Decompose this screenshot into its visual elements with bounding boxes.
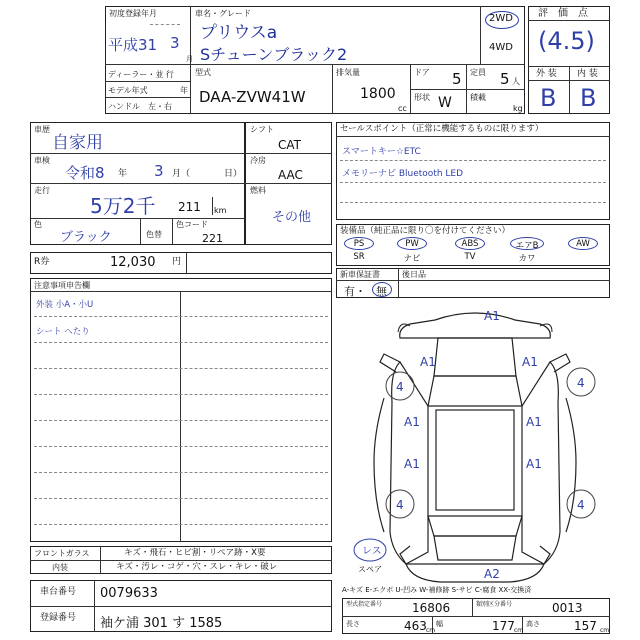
width-label: 幅: [436, 620, 443, 628]
mileage-unit: km: [214, 206, 227, 215]
notes-line-2: シート へたり: [36, 327, 90, 337]
front-corner-left: [398, 324, 410, 332]
reg-value: 袖ケ浦 301 す 1585: [100, 616, 223, 631]
cm-unit-3: cm: [600, 627, 610, 634]
drive-4wd: 4WD: [489, 42, 513, 53]
divider: [34, 368, 328, 369]
loadcap-label: 積載: [470, 93, 486, 102]
inspection-year-unit: 年: [118, 169, 128, 179]
divider: [336, 280, 610, 281]
notes-line-1: 外装 小A・小U: [36, 300, 94, 310]
cm-unit-1: cm: [426, 627, 436, 634]
color-label: 色: [34, 220, 42, 229]
height-label: 高さ: [526, 620, 540, 628]
rear-bumper: [406, 564, 544, 582]
cert-type-value: 16806: [412, 601, 451, 615]
handle-label: ハンドル 左・右: [108, 102, 172, 111]
fuel-value: その他: [272, 210, 312, 225]
shift-label: シフト: [250, 125, 274, 134]
rear-lamp-left: [400, 546, 410, 564]
sales-point-line-1: スマートキー☆ETC: [342, 147, 421, 157]
front-corner-right: [540, 324, 552, 332]
windshield: [428, 376, 522, 406]
chassis-label: 車台番号: [40, 587, 77, 597]
divider: [34, 420, 328, 421]
capacity-unit: 人: [512, 77, 520, 86]
cooling-value: AAC: [278, 168, 303, 182]
first-reg-label: 初度登録年月: [109, 9, 157, 18]
divider: [410, 89, 525, 90]
inspection-month-unit: 月（: [172, 169, 191, 179]
divider: [34, 342, 328, 343]
equipment-title: 装備品（純正品に限り〇を付けてください）: [340, 226, 511, 236]
reg-label: 登録番号: [40, 613, 77, 623]
roof: [436, 410, 514, 510]
equip-airbag-circle: [510, 237, 544, 250]
cooling-label: 冷房: [250, 156, 266, 165]
inspection-day-unit: 日）: [224, 169, 243, 179]
warranty-presence: 有・: [344, 285, 366, 298]
car-diagram: [340, 302, 610, 586]
divider: [180, 291, 181, 542]
use-label: 車歴: [34, 125, 50, 134]
divider: [342, 616, 610, 617]
recycle-unit: 円: [172, 257, 182, 267]
divider: [34, 472, 328, 473]
warranty-absent-circle: [372, 282, 392, 297]
mark-rear-right: A1: [526, 457, 542, 471]
mark-tire-fr: 4: [577, 376, 585, 390]
car-name: プリウスa: [200, 23, 278, 43]
capacity-value: 5: [500, 70, 510, 88]
year-unit: 年: [180, 86, 188, 95]
month-unit: 月: [186, 55, 193, 63]
type-value: DAA-ZVW41W: [199, 88, 306, 106]
divider: [105, 81, 190, 82]
first-reg-month: 3: [170, 34, 180, 52]
divider: [100, 546, 101, 574]
mark-tire-rl: 4: [396, 498, 404, 512]
drive-2wd: 2WD: [489, 13, 513, 24]
equip-aw-circle: [568, 237, 598, 250]
mark-mid-right: A1: [526, 415, 542, 429]
divider: [332, 64, 333, 114]
dealer-label: ディーラー・並 行: [108, 70, 174, 79]
fuel-label: 燃料: [250, 186, 266, 195]
recycle-value: 12,030: [110, 255, 156, 270]
rating-label: 評 価 点: [538, 8, 588, 19]
divider: [34, 446, 328, 447]
color-change-label: 色替: [146, 230, 162, 239]
left-side-profile: [374, 398, 384, 532]
divider: [105, 97, 190, 98]
front-glass-value: キズ・飛石・ヒビ割・リペア跡・X要: [124, 548, 266, 558]
divider: [340, 202, 606, 203]
displacement-label: 排気量: [336, 68, 360, 77]
recycle-label: R券: [34, 257, 50, 267]
spare-note: レス: [362, 546, 382, 557]
divider: [172, 218, 173, 245]
divider: [245, 153, 332, 154]
right-side-profile: [566, 398, 576, 532]
equip-ps-circle: [344, 237, 374, 250]
divider: [30, 183, 245, 184]
shape-label: 形状: [414, 93, 430, 102]
chassis-value: 0079633: [100, 586, 158, 601]
inspection-era: 令和8: [65, 164, 105, 182]
interior-cond-value: キズ・汚レ・コゲ・穴・スレ・キレ・破レ: [116, 562, 278, 572]
grade: Sチューンブラック2: [200, 45, 348, 64]
warranty-label: 新車保証書: [340, 270, 380, 279]
divider: [472, 598, 473, 616]
door-value: 5: [452, 70, 462, 88]
width-value: 177: [492, 619, 515, 633]
interior-label: 内 装: [577, 69, 598, 79]
exterior-grade: B: [540, 84, 557, 112]
divider: [466, 64, 467, 114]
door-label: ドア: [414, 68, 430, 77]
rear-lamp-right: [540, 546, 550, 564]
equip-pw: PW: [405, 239, 419, 249]
trunk: [434, 536, 516, 560]
left-mirror: [380, 354, 400, 372]
equip-leather: カワ: [518, 254, 536, 264]
spare-label: スペア: [358, 565, 382, 574]
mileage-print: 211: [178, 200, 201, 214]
inspection-label: 車検: [34, 156, 50, 165]
rating-value: (4.5): [538, 27, 595, 55]
color-code-label: 色コード: [176, 220, 208, 229]
divider: [480, 6, 481, 64]
hood: [434, 338, 516, 376]
length-label: 長さ: [346, 620, 360, 628]
first-reg-era: 平成31: [108, 36, 158, 54]
divider: [34, 394, 328, 395]
color-code-value: 221: [202, 232, 223, 245]
use-value: 自家用: [52, 133, 103, 153]
mark-front-left-door: A1: [420, 355, 436, 369]
aftermarket-label: 後日品: [402, 270, 426, 279]
divider: [30, 218, 245, 219]
divider: [34, 316, 328, 317]
length-value: 463: [404, 619, 427, 633]
equip-aw: AW: [576, 239, 590, 249]
divider: [30, 291, 332, 292]
inspection-month: 3: [154, 162, 164, 180]
type-label: 型式: [195, 68, 211, 77]
mark-front-top: A1: [484, 309, 500, 323]
front-glass-label: フロントガラス: [34, 549, 90, 558]
front-bumper: [400, 313, 551, 338]
sales-points-title: セールスポイント（正常に機能するものに限ります）: [340, 124, 544, 134]
mark-front-right-door: A1: [522, 355, 538, 369]
divider: [140, 218, 141, 245]
mileage-value: 5万2千: [90, 194, 156, 218]
equip-pw-circle: [397, 237, 427, 250]
divider: [30, 606, 332, 607]
notes-title: 注意事項申告欄: [34, 281, 90, 290]
divider: [30, 560, 332, 561]
height-value: 157: [574, 619, 597, 633]
divider: [186, 252, 187, 274]
kg-unit: kg: [513, 104, 523, 113]
equip-navi: ナビ: [403, 254, 421, 264]
mark-rear-bottom: A2: [484, 567, 500, 581]
equip-sr: SR: [353, 252, 365, 262]
right-mirror: [550, 354, 570, 372]
exterior-label: 外 装: [536, 69, 557, 79]
divider: [94, 580, 95, 632]
divider: [245, 183, 332, 184]
divider: [212, 197, 213, 215]
mark-rear-left: A1: [404, 457, 420, 471]
interior-grade: B: [580, 84, 597, 112]
capacity-label: 定員: [470, 68, 486, 77]
class-value: 0013: [552, 601, 583, 615]
shift-value: CAT: [278, 138, 301, 152]
mileage-label: 走行: [34, 186, 50, 195]
interior-cond-label: 内装: [52, 563, 68, 572]
cm-unit-2: cm: [514, 627, 524, 634]
notes-block: [30, 278, 332, 542]
equip-abs: ABS: [461, 239, 479, 249]
damage-legend: A-キズ E-エクボ U-凹み W-補修跡 S-サビ C-腐食 XX-交換済: [342, 586, 532, 594]
divider: [34, 498, 328, 499]
equip-abs-circle: [455, 237, 485, 250]
model-year-label: モデル年式: [108, 86, 148, 95]
mark-mid-left: A1: [404, 415, 420, 429]
divider: [398, 268, 399, 298]
divider: [340, 160, 606, 161]
rear-glass: [428, 516, 522, 536]
class-label: 類別区分番号: [476, 601, 513, 608]
divider: [34, 524, 328, 525]
divider: [528, 20, 610, 21]
displacement-value: 1800: [360, 86, 396, 102]
divider: [340, 182, 606, 183]
mark-tire-rr: 4: [577, 498, 585, 512]
equip-ps: PS: [353, 239, 365, 249]
equip-airbag: エアB: [515, 241, 539, 251]
sales-point-line-2: メモリーナビ Bluetooth LED: [342, 169, 464, 179]
divider: [336, 136, 610, 137]
car-name-label: 車名・グレード: [195, 9, 251, 18]
cert-type-label: 型式指定番号: [346, 601, 383, 608]
divider: [569, 66, 570, 114]
cc-unit: cc: [398, 104, 407, 113]
divider: [190, 64, 191, 114]
divider: [150, 24, 180, 25]
equip-tv: TV: [464, 252, 476, 262]
mark-tire-fl: 4: [396, 380, 404, 394]
color-value: ブラック: [60, 230, 112, 245]
warranty-absent: 無: [376, 285, 387, 298]
divider: [30, 153, 245, 154]
shape-value: W: [438, 95, 452, 111]
